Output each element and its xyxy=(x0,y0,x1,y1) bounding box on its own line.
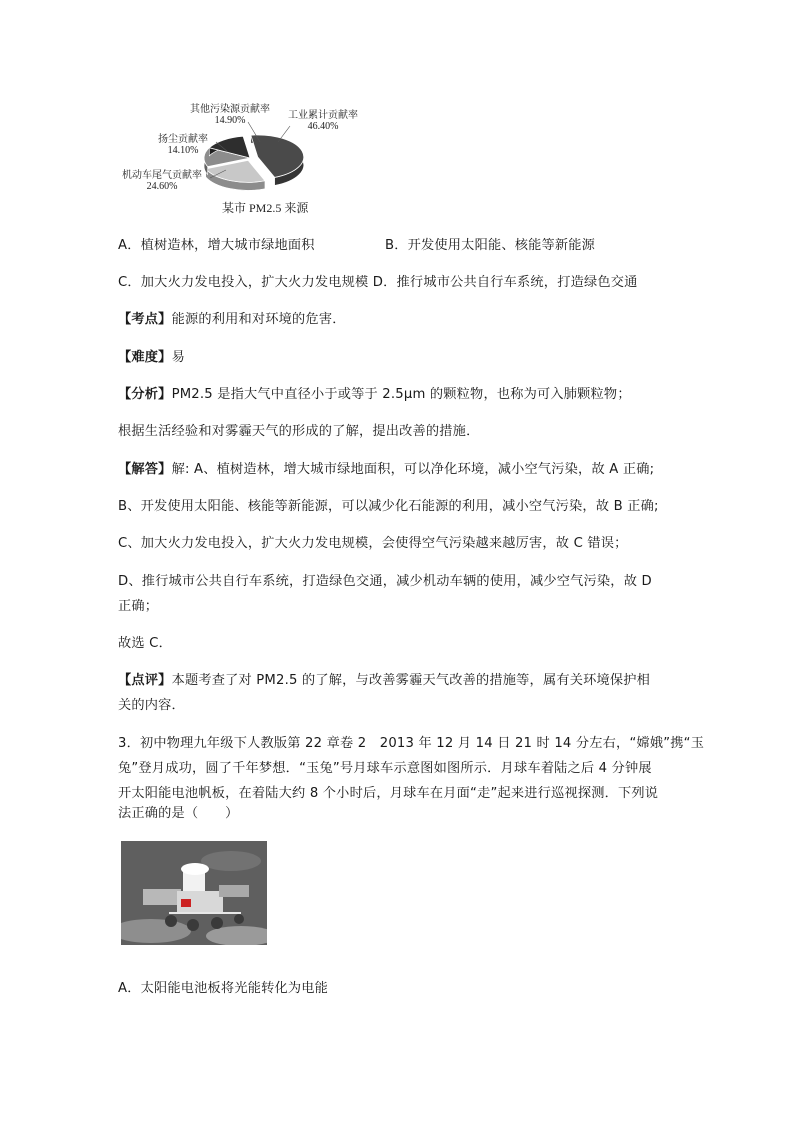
fenxi-tag: 【分析】 xyxy=(118,387,172,402)
dianping-text-1: 本题考查了对 PM2.5 的了解，与改善雾霾天气改善的措施等，属有关环境保护相 xyxy=(171,673,651,688)
q3-line-1: 3．初中物理九年级下人教版第 22 章卷 2 2013 年 12 月 14 日 21 时 14 分左右，“嫦娥”携“玉 xyxy=(118,736,705,751)
q3-option-a: A．太阳能电池板将光能转化为电能 xyxy=(118,981,329,996)
chart-title: 某市 PM2.5 来源 xyxy=(222,201,309,215)
kaodian-line xyxy=(118,311,346,329)
pie-label-vehicle: 机动车尾气贡献率 24.60% xyxy=(122,170,202,192)
jieda-text-1: 解: A、植树造林，增大城市绿地面积，可以净化环境，减小空气污染，故 A 正确; xyxy=(171,462,655,477)
jieda-line-3: C、加大火力发电投入，扩大火力发电规模，会使得空气污染越来越厉害，故 C 错误； xyxy=(118,536,628,551)
dianping-tag: 【点评】 xyxy=(118,673,172,688)
kaodian-tag: 【考点】 xyxy=(118,312,172,327)
pie-label-dust: 扬尘贡献率 14.10% xyxy=(158,134,208,156)
option-b: B．开发使用太阳能、核能等新能源 xyxy=(385,238,596,253)
dianping-line-1 xyxy=(118,672,650,690)
fenxi-line-2: 根据生活经验和对雾霾天气的形成的了解，提出改善的措施． xyxy=(118,424,480,439)
pie-label-other: 其他污染源贡献率 14.90% xyxy=(190,104,270,126)
answer-line: 故选 C． xyxy=(118,636,172,651)
dianping-line-2: 关的内容． xyxy=(118,698,185,713)
nandu-line xyxy=(118,349,185,367)
option-d: D．推行城市公共自行车系统，打造绿色交通 xyxy=(372,275,638,290)
option-row-ab xyxy=(118,237,596,255)
rover-illustration xyxy=(121,841,267,945)
jieda-line-2: B、开发使用太阳能、核能等新能源，可以减少化石能源的利用，减小空气污染，故 B 正确; xyxy=(118,499,659,514)
q3-line-4: 法正确的是（ ） xyxy=(118,806,239,821)
fenxi-line-1 xyxy=(118,386,631,404)
pie-chart-figure xyxy=(118,100,408,215)
kaodian-text: 能源的利用和对环境的危害． xyxy=(171,312,346,327)
option-c: C．加大火力发电投入，扩大火力发电规模 xyxy=(118,275,369,290)
lunar-rover-photo xyxy=(121,841,267,945)
jieda-tag: 【解答】 xyxy=(118,462,172,477)
q3-line-3: 开太阳能电池帆板，在着陆大约 8 个小时后，月球车在月面“走”起来进行巡视探测．下列说 xyxy=(118,786,659,801)
q3-line-2: 兔”登月成功，圆了千年梦想．“玉兔”号月球车示意图如图所示．月球车着陆之后 4 分钟展 xyxy=(118,761,652,776)
option-a: A．植树造林，增大城市绿地面积 xyxy=(118,238,315,253)
option-row-cd xyxy=(118,274,638,292)
fenxi-text-1: PM2.5 是指大气中直径小于或等于 2.5μm 的颗粒物，也称为可入肺颗粒物； xyxy=(171,387,631,402)
pie-label-industry: 工业累计贡献率 46.40% xyxy=(288,110,358,132)
jieda-line-4: D、推行城市公共自行车系统，打造绿色交通，减少机动车辆的使用，减少空气污染，故 D xyxy=(118,574,652,589)
nandu-tag: 【难度】 xyxy=(118,350,172,365)
nandu-text: 易 xyxy=(171,350,185,365)
jieda-line-1 xyxy=(118,461,654,479)
jieda-line-5: 正确； xyxy=(118,599,159,614)
